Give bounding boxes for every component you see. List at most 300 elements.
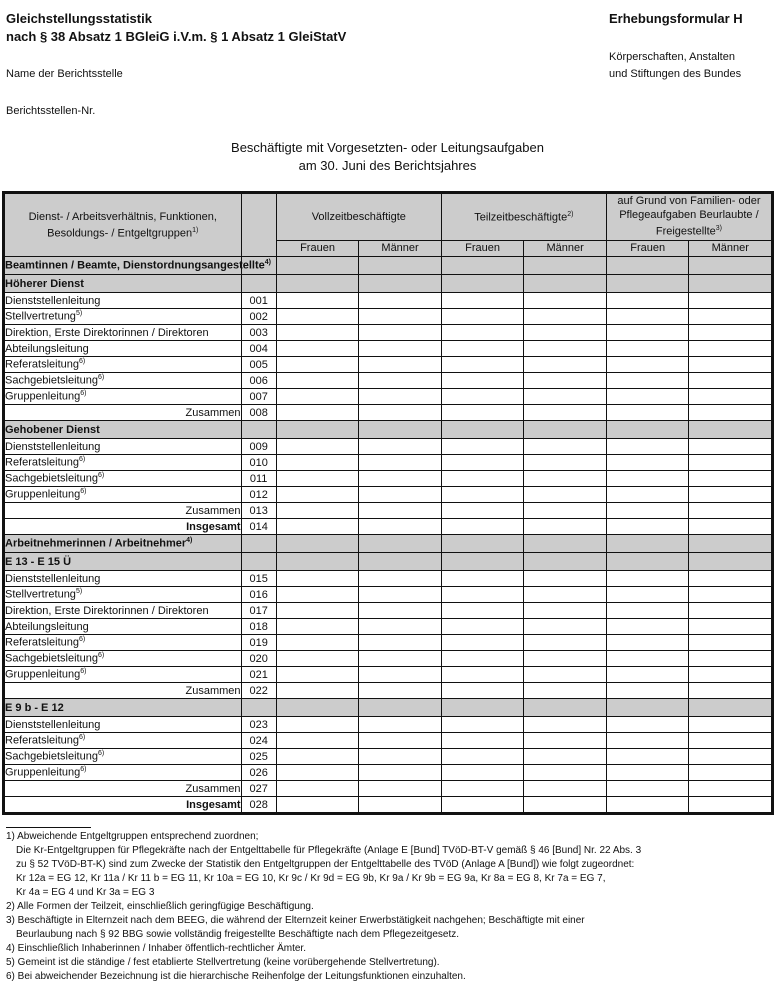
line-number: 021	[241, 667, 276, 683]
entry-cell[interactable]	[441, 765, 524, 781]
label-cell	[5, 487, 242, 503]
entry-cell[interactable]	[524, 309, 607, 325]
entry-cell[interactable]	[689, 325, 772, 341]
entry-cell[interactable]	[689, 571, 772, 587]
entry-cell[interactable]	[689, 603, 772, 619]
entry-cell[interactable]	[359, 667, 442, 683]
footnote-ref: 6)	[97, 750, 105, 758]
section-label-cell	[5, 421, 242, 439]
entry-cell[interactable]	[359, 749, 442, 765]
row-label: E 9 b - E 12	[5, 701, 64, 714]
footnote-line: 3) Beschäftigte in Elternzeit nach dem BEEG, die während der Elternzeit keiner Erwerbstätigkeit nachgehen; Beschäftigte mit einer	[6, 915, 585, 926]
entry-cell[interactable]	[441, 619, 524, 635]
footnote-ref: 5)	[75, 310, 83, 318]
entry-cell[interactable]	[359, 603, 442, 619]
footnote-line: 6) Bei abweichender Bezeichnung ist die hierarchische Reihenfolge der Leitungsfunktionen einzuhalten.	[6, 971, 466, 982]
entry-cell[interactable]	[524, 781, 607, 797]
entry-cell[interactable]	[441, 503, 524, 519]
entry-cell[interactable]	[276, 519, 359, 535]
footnote-ref: 6)	[80, 766, 87, 774]
section-label-cell	[5, 257, 272, 275]
row-label: Insgesamt	[186, 520, 241, 533]
entry-cell[interactable]	[524, 293, 607, 309]
entry-cell[interactable]	[689, 765, 772, 781]
header-men: Männer	[689, 240, 772, 256]
entry-cell[interactable]	[606, 667, 689, 683]
row-label: Gruppenleitung	[5, 766, 81, 779]
entry-cell[interactable]	[359, 733, 442, 749]
line-number: 013	[241, 503, 276, 519]
entry-cell[interactable]	[276, 455, 359, 471]
entry-cell[interactable]	[276, 749, 359, 765]
entry-cell[interactable]	[606, 749, 689, 765]
label-cell	[5, 471, 242, 487]
entry-cell[interactable]	[441, 797, 524, 813]
shaded-cell	[689, 421, 772, 439]
org-type	[609, 49, 741, 83]
table-row	[5, 471, 772, 487]
entry-cell[interactable]	[359, 571, 442, 587]
table-row	[5, 325, 772, 341]
shaded-cell	[441, 699, 524, 717]
table-row	[5, 603, 772, 619]
entry-cell[interactable]	[276, 439, 359, 455]
entry-cell[interactable]	[689, 389, 772, 405]
label-cell	[5, 357, 242, 373]
entry-cell[interactable]	[276, 667, 359, 683]
entry-cell[interactable]	[606, 309, 689, 325]
entry-cell[interactable]	[359, 325, 442, 341]
entry-cell[interactable]	[689, 519, 772, 535]
entry-cell[interactable]	[606, 733, 689, 749]
entry-cell[interactable]	[359, 587, 442, 603]
entry-cell[interactable]	[524, 587, 607, 603]
table-row	[5, 341, 772, 357]
line-number	[241, 699, 276, 717]
entry-cell[interactable]	[524, 667, 607, 683]
table-row	[5, 373, 772, 389]
entry-cell[interactable]	[359, 717, 442, 733]
entry-cell[interactable]	[276, 389, 359, 405]
row-label: Arbeitnehmerinnen / Arbeitnehmer	[5, 537, 187, 550]
row-label: Gruppenleitung	[5, 668, 81, 681]
entry-cell[interactable]	[524, 405, 607, 421]
label-cell	[5, 797, 242, 813]
entry-cell[interactable]	[689, 471, 772, 487]
entry-cell[interactable]	[441, 293, 524, 309]
entry-cell[interactable]	[359, 781, 442, 797]
entry-cell[interactable]	[276, 503, 359, 519]
entry-cell[interactable]	[689, 781, 772, 797]
entry-cell[interactable]	[606, 571, 689, 587]
footnote-ref: 6)	[80, 390, 87, 398]
entry-cell[interactable]	[276, 683, 359, 699]
entry-cell[interactable]	[276, 587, 359, 603]
entry-cell[interactable]	[441, 651, 524, 667]
entry-cell[interactable]	[359, 619, 442, 635]
label-cell	[5, 405, 242, 421]
entry-cell[interactable]	[359, 683, 442, 699]
entry-cell[interactable]	[441, 519, 524, 535]
line-number: 004	[241, 341, 276, 357]
entry-cell[interactable]	[441, 405, 524, 421]
entry-cell[interactable]	[441, 487, 524, 503]
entry-cell[interactable]	[689, 487, 772, 503]
entry-cell[interactable]	[441, 455, 524, 471]
line-number: 025	[241, 749, 276, 765]
entry-cell[interactable]	[441, 667, 524, 683]
label-cell	[5, 571, 242, 587]
entry-cell[interactable]	[524, 471, 607, 487]
entry-cell[interactable]	[359, 471, 442, 487]
entry-cell[interactable]	[359, 357, 442, 373]
entry-cell[interactable]	[524, 651, 607, 667]
label-cell	[5, 439, 242, 455]
entry-cell[interactable]	[524, 717, 607, 733]
footnote-ref: 6)	[80, 488, 87, 496]
entry-cell[interactable]	[276, 635, 359, 651]
entry-cell[interactable]	[276, 603, 359, 619]
row-label: Zusammen	[185, 504, 241, 517]
group-parttime-header: Teilzeitbeschäftigte$^{2)}$	[441, 194, 606, 241]
entry-cell[interactable]	[441, 733, 524, 749]
entry-cell[interactable]	[606, 293, 689, 309]
shaded-cell	[606, 699, 689, 717]
form-title-line2: nach § 38 Absatz 1 BGleiG i.V.m. § 1 Absatz 1 GleiStatV	[6, 29, 347, 44]
entry-cell[interactable]	[276, 571, 359, 587]
shaded-cell	[441, 421, 524, 439]
entry-cell[interactable]	[689, 683, 772, 699]
table-row	[5, 619, 772, 635]
footnote-divider	[6, 827, 91, 828]
entry-cell[interactable]	[689, 587, 772, 603]
entry-cell[interactable]	[359, 341, 442, 357]
entry-cell[interactable]	[524, 373, 607, 389]
entry-cell[interactable]	[359, 519, 442, 535]
entry-cell[interactable]	[689, 619, 772, 635]
shaded-cell	[276, 699, 359, 717]
entry-cell[interactable]	[441, 439, 524, 455]
entry-cell[interactable]	[276, 373, 359, 389]
entry-cell[interactable]	[689, 357, 772, 373]
row-label: Abteilungsleitung	[5, 342, 89, 355]
row-label: Stellvertretung	[5, 310, 76, 323]
entry-cell[interactable]	[276, 325, 359, 341]
entry-cell[interactable]	[441, 781, 524, 797]
entry-cell[interactable]	[606, 635, 689, 651]
entry-cell[interactable]	[689, 635, 772, 651]
label-cell	[5, 781, 242, 797]
entry-cell[interactable]	[689, 341, 772, 357]
form-title	[6, 10, 346, 46]
entry-cell[interactable]	[276, 781, 359, 797]
header-women: Frauen	[441, 240, 524, 256]
nr-label: Berichtsstellen-Nr.	[6, 105, 96, 117]
entry-cell[interactable]	[524, 619, 607, 635]
entry-cell[interactable]	[441, 571, 524, 587]
entry-cell[interactable]	[276, 619, 359, 635]
row-label: Referatsleitung	[5, 734, 79, 747]
entry-cell[interactable]	[441, 373, 524, 389]
table-row	[5, 667, 772, 683]
subtotal-row	[5, 405, 772, 421]
entry-cell[interactable]	[441, 389, 524, 405]
table-row	[5, 571, 772, 587]
entry-cell[interactable]	[606, 781, 689, 797]
row-label: Stellvertretung	[5, 588, 76, 601]
entry-cell[interactable]	[606, 651, 689, 667]
entry-cell[interactable]	[524, 765, 607, 781]
entry-cell[interactable]	[524, 455, 607, 471]
row-label: Zusammen	[185, 782, 241, 795]
line-number: 009	[241, 439, 276, 455]
entry-cell[interactable]	[441, 325, 524, 341]
entry-cell[interactable]	[441, 471, 524, 487]
entry-cell[interactable]	[276, 797, 359, 813]
entry-cell[interactable]	[359, 293, 442, 309]
main-column-header: Dienst- / Arbeitsverhältnis, Funktionen, Besoldungs- / Entgeltgruppen$^{1)}$	[5, 194, 242, 257]
line-number: 022	[241, 683, 276, 699]
entry-cell[interactable]	[524, 733, 607, 749]
footnote-line: 4) Einschließlich Inhaberinnen / Inhaber öffentlich-rechtlicher Ämter.	[6, 943, 306, 954]
row-label: Referatsleitung	[5, 636, 79, 649]
entry-cell[interactable]	[606, 325, 689, 341]
entry-cell[interactable]	[689, 749, 772, 765]
entry-cell[interactable]	[276, 487, 359, 503]
entry-cell[interactable]	[441, 341, 524, 357]
table-row	[5, 587, 772, 603]
section-header-row	[5, 553, 772, 571]
footnote-line: zu § 52 TVöD-BT-K) sind zum Zwecke der Statistik den Entgeltgruppen der Entgelttabelle des TVöD (Anlage A [Bund]) wie folgt zugeordnet:	[16, 859, 635, 870]
label-cell	[5, 309, 242, 325]
entry-cell[interactable]	[441, 635, 524, 651]
entry-cell[interactable]	[524, 749, 607, 765]
entry-cell[interactable]	[524, 635, 607, 651]
entry-cell[interactable]	[689, 503, 772, 519]
footnote-ref: 6)	[97, 374, 105, 382]
section-label-cell	[5, 275, 242, 293]
entry-cell[interactable]	[441, 603, 524, 619]
table-title-line2: am 30. Juni des Berichtsjahres	[298, 158, 477, 173]
label-cell	[5, 603, 242, 619]
entry-cell[interactable]	[276, 651, 359, 667]
entry-cell[interactable]	[524, 683, 607, 699]
form-id: Erhebungsformular H	[609, 11, 743, 26]
line-number: 016	[241, 587, 276, 603]
entry-cell[interactable]	[689, 405, 772, 421]
section-label-cell	[5, 535, 242, 553]
line-number: 007	[241, 389, 276, 405]
entry-cell[interactable]	[606, 357, 689, 373]
row-label: E 13 - E 15 Ü	[5, 555, 72, 568]
entry-cell[interactable]	[689, 293, 772, 309]
entry-cell[interactable]	[606, 503, 689, 519]
entry-cell[interactable]	[689, 733, 772, 749]
shaded-cell	[441, 553, 524, 571]
entry-cell[interactable]	[606, 389, 689, 405]
line-number	[241, 275, 276, 293]
footnote-line: 1) Abweichende Entgeltgruppen entsprechend zuordnen;	[6, 831, 259, 842]
line-number: 015	[241, 571, 276, 587]
label-cell	[5, 765, 242, 781]
table-row	[5, 749, 772, 765]
shaded-cell	[359, 257, 442, 275]
line-number: 017	[241, 603, 276, 619]
row-label: Sachgebietsleitung	[5, 472, 98, 485]
entry-cell[interactable]	[276, 341, 359, 357]
group-leave-header: auf Grund von Familien- oder Pflegeaufgaben Beurlaubte / Freigestellte$^{3)}$	[606, 194, 771, 241]
entry-cell[interactable]	[606, 519, 689, 535]
footnote-line: Beurlaubung nach § 92 BBG sowie vollständig freigestellte Beschäftigte nach dem Pflegezeitgesetz.	[16, 929, 460, 940]
entry-cell[interactable]	[359, 389, 442, 405]
row-label: Dienststellenleitung	[5, 718, 101, 731]
entry-cell[interactable]	[524, 503, 607, 519]
label-cell	[5, 749, 242, 765]
footnote-ref: 6)	[79, 358, 86, 366]
row-label: Insgesamt	[186, 798, 241, 811]
entry-cell[interactable]	[359, 455, 442, 471]
table-row	[5, 487, 772, 503]
shaded-cell	[359, 275, 442, 293]
entry-cell[interactable]	[606, 797, 689, 813]
header-row-groups	[5, 194, 772, 241]
entry-cell[interactable]	[606, 341, 689, 357]
line-number: 023	[241, 717, 276, 733]
entry-cell[interactable]	[524, 389, 607, 405]
section-header-row	[5, 421, 772, 439]
entry-cell[interactable]	[606, 765, 689, 781]
entry-cell[interactable]	[606, 603, 689, 619]
entry-cell[interactable]	[276, 293, 359, 309]
entry-cell[interactable]	[606, 471, 689, 487]
entry-cell[interactable]	[276, 357, 359, 373]
entry-cell[interactable]	[359, 439, 442, 455]
footnote-ref: 6)	[79, 734, 86, 742]
subtotal-row	[5, 781, 772, 797]
entry-cell[interactable]	[441, 309, 524, 325]
entry-cell[interactable]	[441, 717, 524, 733]
entry-cell[interactable]	[359, 405, 442, 421]
label-cell	[5, 503, 242, 519]
entry-cell[interactable]	[606, 373, 689, 389]
shaded-cell	[606, 535, 689, 553]
entry-cell[interactable]	[359, 487, 442, 503]
footnote-ref: 6)	[80, 668, 87, 676]
entry-cell[interactable]	[359, 635, 442, 651]
entry-cell[interactable]	[524, 357, 607, 373]
entry-cell[interactable]	[606, 587, 689, 603]
shaded-cell	[276, 421, 359, 439]
shaded-cell	[689, 535, 772, 553]
entry-cell[interactable]	[606, 683, 689, 699]
entry-cell[interactable]	[689, 439, 772, 455]
footnote-ref: 6)	[97, 472, 105, 480]
entry-cell[interactable]	[606, 717, 689, 733]
footnote-ref: 6)	[97, 652, 105, 660]
line-number: 001	[241, 293, 276, 309]
footnote-ref: 6)	[79, 636, 86, 644]
footnote-line: Kr 4a = EG 4 und Kr 3a = EG 3	[16, 887, 155, 898]
entry-cell[interactable]	[359, 797, 442, 813]
entry-cell[interactable]	[441, 749, 524, 765]
entry-cell[interactable]	[606, 439, 689, 455]
shaded-cell	[359, 553, 442, 571]
label-cell	[5, 373, 242, 389]
entry-cell[interactable]	[524, 439, 607, 455]
entry-cell[interactable]	[276, 717, 359, 733]
entry-cell[interactable]	[441, 683, 524, 699]
line-number: 014	[241, 519, 276, 535]
total-row	[5, 797, 772, 813]
entry-cell[interactable]	[689, 309, 772, 325]
table-row	[5, 717, 772, 733]
entry-cell[interactable]	[524, 325, 607, 341]
shaded-cell	[276, 257, 359, 275]
row-label: Referatsleitung	[5, 456, 79, 469]
entry-cell[interactable]	[524, 519, 607, 535]
entry-cell[interactable]	[689, 455, 772, 471]
entry-cell[interactable]	[359, 503, 442, 519]
code-column-header	[241, 194, 276, 257]
entry-cell[interactable]	[276, 733, 359, 749]
row-label: Höherer Dienst	[5, 277, 84, 290]
label-cell	[5, 341, 242, 357]
label-cell	[5, 619, 242, 635]
entry-cell[interactable]	[689, 651, 772, 667]
entry-cell[interactable]	[276, 765, 359, 781]
shaded-cell	[689, 699, 772, 717]
entry-cell[interactable]	[276, 405, 359, 421]
table-row	[5, 309, 772, 325]
entry-cell[interactable]	[689, 717, 772, 733]
entry-cell[interactable]	[524, 603, 607, 619]
entry-cell[interactable]	[689, 797, 772, 813]
entry-cell[interactable]	[524, 341, 607, 357]
section-label-cell	[5, 553, 242, 571]
footnote-line: 2) Alle Formen der Teilzeit, einschließlich geringfügige Beschäftigung.	[6, 901, 314, 912]
entry-cell[interactable]	[276, 309, 359, 325]
label-cell	[5, 651, 242, 667]
row-label: Sachgebietsleitung	[5, 652, 98, 665]
entry-cell[interactable]	[689, 373, 772, 389]
table-row	[5, 635, 772, 651]
entry-cell[interactable]	[441, 587, 524, 603]
entry-cell[interactable]	[606, 405, 689, 421]
line-number: 003	[241, 325, 276, 341]
entry-cell[interactable]	[689, 667, 772, 683]
entry-cell[interactable]	[524, 571, 607, 587]
line-number	[241, 421, 276, 439]
entry-cell[interactable]	[441, 357, 524, 373]
table-row	[5, 765, 772, 781]
entry-cell[interactable]	[276, 471, 359, 487]
entry-cell[interactable]	[524, 797, 607, 813]
entry-cell[interactable]	[606, 455, 689, 471]
label-cell	[5, 519, 242, 535]
entry-cell[interactable]	[359, 373, 442, 389]
org-type-line1: Körperschaften, Anstalten	[609, 51, 735, 63]
entry-cell[interactable]	[359, 309, 442, 325]
line-number: 010	[241, 455, 276, 471]
footnotes	[6, 830, 771, 984]
entry-cell[interactable]	[606, 487, 689, 503]
shaded-cell	[689, 275, 772, 293]
entry-cell[interactable]	[524, 487, 607, 503]
entry-cell[interactable]	[606, 619, 689, 635]
entry-cell[interactable]	[359, 765, 442, 781]
table-row	[5, 733, 772, 749]
entry-cell[interactable]	[359, 651, 442, 667]
